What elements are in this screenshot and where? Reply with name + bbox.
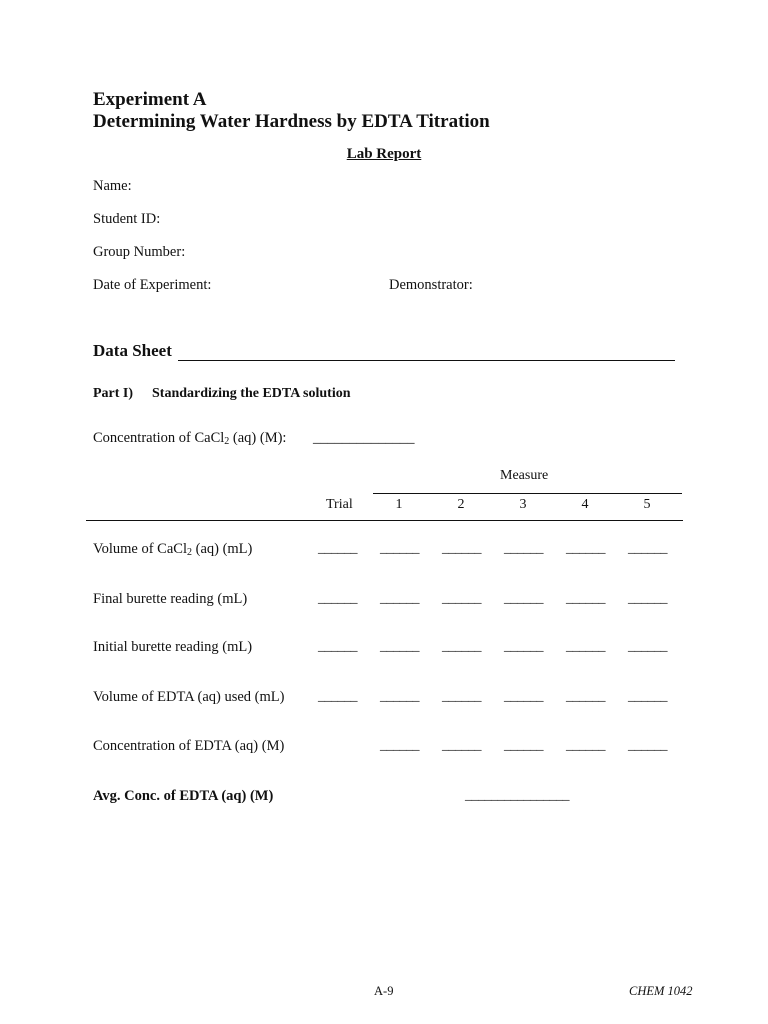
answer-blank[interactable]: ______ <box>380 639 419 654</box>
answer-blank[interactable]: ______ <box>504 541 543 556</box>
part-number: Part I) <box>93 386 134 401</box>
row-label: Final burette reading (mL) <box>93 591 248 607</box>
answer-blank[interactable]: ______ <box>566 689 605 704</box>
answer-blank[interactable]: ______ <box>566 639 605 654</box>
answer-blank[interactable]: ______ <box>628 541 667 556</box>
answer-blank[interactable]: ______ <box>318 689 357 704</box>
lab-report-heading: Lab Report <box>346 146 422 162</box>
course-code: CHEM 1042 <box>629 984 693 998</box>
data-sheet-underline <box>178 360 675 361</box>
part-title: Standardizing the EDTA solution <box>152 386 351 401</box>
answer-blank[interactable]: ______ <box>504 738 543 753</box>
answer-blank[interactable]: ______ <box>318 639 357 654</box>
group-number-field-label: Group Number: <box>93 244 186 260</box>
average-concentration-blank[interactable]: ________________ <box>465 788 569 803</box>
experiment-title: Experiment A <box>93 89 207 110</box>
answer-blank[interactable]: ______ <box>566 541 605 556</box>
name-field-label: Name: <box>93 178 132 194</box>
answer-blank[interactable]: ______ <box>318 591 357 606</box>
measure-header-rule <box>373 493 682 494</box>
column-header-2: 2 <box>457 497 465 512</box>
answer-blank[interactable]: ______ <box>442 689 481 704</box>
cacl2-concentration-blank[interactable]: ______________ <box>313 430 415 446</box>
trial-header: Trial <box>326 497 353 512</box>
answer-blank[interactable]: ______ <box>380 591 419 606</box>
answer-blank[interactable]: ______ <box>380 689 419 704</box>
answer-blank[interactable]: ______ <box>504 639 543 654</box>
table-header-rule <box>86 520 683 521</box>
experiment-subtitle: Determining Water Hardness by EDTA Titration <box>93 111 490 132</box>
column-header-3: 3 <box>519 497 527 512</box>
answer-blank[interactable]: ______ <box>628 689 667 704</box>
answer-blank[interactable]: ______ <box>380 541 419 556</box>
answer-blank[interactable]: ______ <box>628 639 667 654</box>
answer-blank[interactable]: ______ <box>566 591 605 606</box>
answer-blank[interactable]: ______ <box>380 738 419 753</box>
page-number: A-9 <box>374 984 394 998</box>
column-header-5: 5 <box>643 497 651 512</box>
row-label: Volume of CaCl$_2$ (aq) (mL) <box>93 541 253 558</box>
column-header-1: 1 <box>395 497 403 512</box>
answer-blank[interactable]: ______ <box>504 591 543 606</box>
student-id-field-label: Student ID: <box>93 211 161 227</box>
answer-blank[interactable]: ______ <box>628 591 667 606</box>
answer-blank[interactable]: ______ <box>504 689 543 704</box>
row-label: Volume of EDTA (aq) used (mL) <box>93 689 285 705</box>
answer-blank[interactable]: ______ <box>442 639 481 654</box>
column-header-4: 4 <box>581 497 589 512</box>
average-concentration-label: Avg. Conc. of EDTA (aq) (M) <box>93 788 274 804</box>
data-sheet-heading: Data Sheet <box>93 341 172 360</box>
answer-blank[interactable]: ______ <box>442 738 481 753</box>
answer-blank[interactable]: ______ <box>628 738 667 753</box>
answer-blank[interactable]: ______ <box>318 541 357 556</box>
demonstrator-field-label: Demonstrator: <box>389 277 473 293</box>
part-heading <box>93 386 351 402</box>
answer-blank[interactable]: ______ <box>442 541 481 556</box>
date-field-label: Date of Experiment: <box>93 277 212 293</box>
cacl2-concentration-label: Concentration of CaCl$_2$ (aq) (M): <box>93 430 287 447</box>
answer-blank[interactable]: ______ <box>566 738 605 753</box>
row-label: Initial burette reading (mL) <box>93 639 253 655</box>
row-label: Concentration of EDTA (aq) (M) <box>93 738 285 754</box>
measure-header: Measure <box>500 468 549 483</box>
answer-blank[interactable]: ______ <box>442 591 481 606</box>
